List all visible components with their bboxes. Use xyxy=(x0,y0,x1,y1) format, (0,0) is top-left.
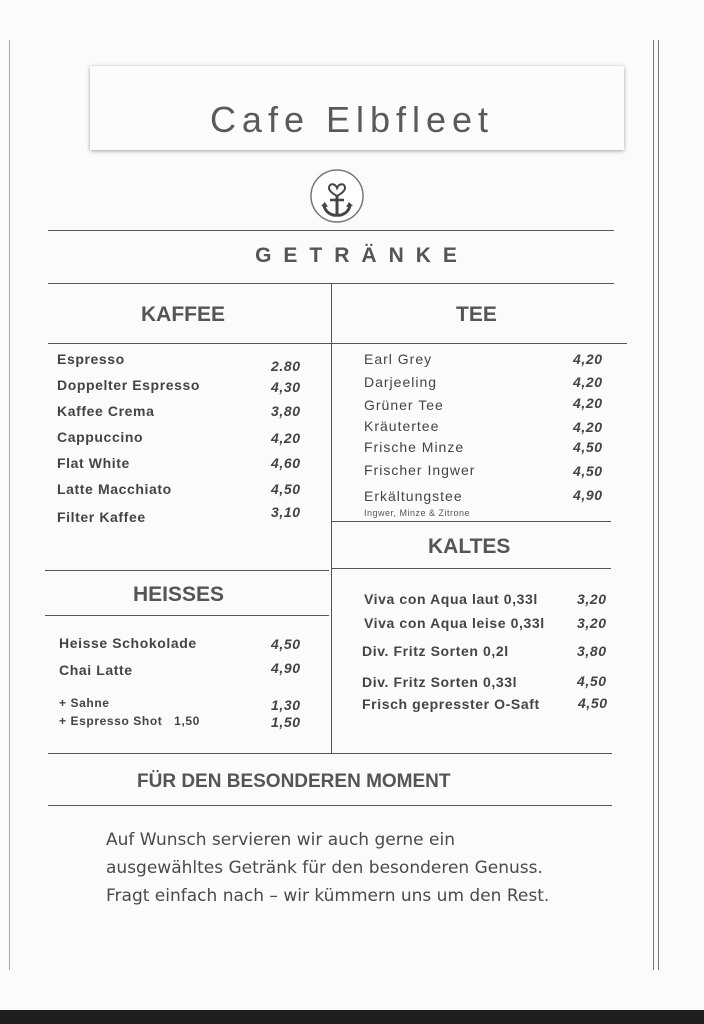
anchor-heart-icon xyxy=(309,168,365,224)
kaffee-item-name: Doppelter Espresso xyxy=(57,377,201,393)
kaffee-item-price: 4,50 xyxy=(271,481,301,497)
tee-item-price: 4,50 xyxy=(573,439,603,455)
tee-item-name: Frischer Ingwer xyxy=(364,462,476,478)
tee-item-name: Grüner Tee xyxy=(364,397,444,413)
tee-item-price: 4,20 xyxy=(573,374,603,390)
heisses-top-divider xyxy=(45,570,329,571)
kaffee-heading-underline xyxy=(48,343,332,344)
special-text-line: Auf Wunsch servieren wir auch gerne ein xyxy=(106,830,455,850)
tee-heading: TEE xyxy=(456,303,497,326)
tee-item-name: Darjeeling xyxy=(364,374,438,390)
heisses-item-price: 4,90 xyxy=(271,660,301,676)
column-divider xyxy=(331,283,332,753)
kaffee-item-price: 4,30 xyxy=(271,379,301,395)
special-top-divider xyxy=(48,753,612,754)
kaffee-heading: KAFFEE xyxy=(141,303,225,326)
tee-item-name: Kräutertee xyxy=(364,418,440,434)
heisses-extra-name: + Espresso Shot 1,50 xyxy=(59,714,200,728)
kaltes-item-name: Viva con Aqua laut 0,33l xyxy=(364,591,538,607)
tee-note: Ingwer, Minze & Zitrone xyxy=(364,508,471,518)
frame-line-right-outer xyxy=(658,40,659,970)
tee-item-price: 4,20 xyxy=(573,351,603,367)
kaffee-item-price: 4,20 xyxy=(271,430,301,446)
kaltes-item-price: 3,20 xyxy=(577,615,607,631)
special-text-line: Fragt einfach nach – wir kümmern uns um den Rest. xyxy=(106,886,550,906)
frame-line-left xyxy=(9,40,10,970)
kaffee-item-name: Espresso xyxy=(57,351,125,367)
section-title: GETRÄNKE xyxy=(255,244,469,267)
tee-item-price: 4,90 xyxy=(573,487,603,503)
heisses-extra-name: + Sahne xyxy=(59,696,110,710)
page-title: Cafe Elbfleet xyxy=(209,99,495,140)
divider-top xyxy=(48,230,614,231)
scan-edge xyxy=(0,1010,704,1024)
special-heading-underline xyxy=(48,805,612,806)
tee-item-name: Frische Minze xyxy=(364,439,465,455)
kaltes-item-name: Div. Fritz Sorten 0,2l xyxy=(362,643,509,659)
heisses-item-name: Chai Latte xyxy=(59,662,133,678)
heisses-heading: HEISSES xyxy=(133,583,225,606)
tee-item-price: 4,20 xyxy=(573,395,603,411)
kaffee-item-name: Filter Kaffee xyxy=(57,509,146,525)
kaffee-item-price: 3,80 xyxy=(271,403,301,419)
kaltes-item-name: Div. Fritz Sorten 0,33l xyxy=(362,674,518,690)
kaffee-item-name: Kaffee Crema xyxy=(57,403,155,419)
kaltes-item-name: Viva con Aqua leise 0,33l xyxy=(364,615,545,631)
special-heading: FÜR DEN BESONDEREN MOMENT xyxy=(137,771,451,792)
heisses-item-price: 4,50 xyxy=(271,636,301,652)
kaltes-heading-underline xyxy=(331,568,611,569)
tee-item-name: Erkältungstee xyxy=(364,488,463,504)
heisses-item-name: Heisse Schokolade xyxy=(59,635,197,651)
kaffee-item-name: Latte Macchiato xyxy=(57,481,172,497)
kaffee-item-price: 3,10 xyxy=(271,504,301,520)
kaffee-item-name: Flat White xyxy=(57,455,130,471)
tee-item-price: 4,20 xyxy=(573,419,603,435)
special-text-line: ausgewähltes Getränk für den besonderen Genuss. xyxy=(106,858,543,878)
kaltes-item-price: 4,50 xyxy=(577,673,607,689)
tee-heading-underline xyxy=(331,343,627,344)
heisses-heading-underline xyxy=(45,615,329,616)
kaltes-item-price: 4,50 xyxy=(578,695,608,711)
tee-item-price: 4,50 xyxy=(573,463,603,479)
kaltes-item-price: 3,20 xyxy=(577,591,607,607)
kaffee-item-price: 4,60 xyxy=(271,455,301,471)
kaffee-item-name: Cappuccino xyxy=(57,429,144,445)
tee-item-name: Earl Grey xyxy=(364,351,433,367)
kaffee-item-price: 2.80 xyxy=(271,358,301,374)
frame-line-right-inner xyxy=(653,40,654,970)
heisses-extra-price: 1,50 xyxy=(271,714,301,730)
heisses-extra-price: 1,30 xyxy=(271,697,301,713)
kaltes-item-name: Frisch gepresster O-Saft xyxy=(362,696,540,712)
kaltes-heading: KALTES xyxy=(428,535,511,558)
kaltes-top-divider xyxy=(331,521,611,522)
kaltes-item-price: 3,80 xyxy=(577,643,607,659)
